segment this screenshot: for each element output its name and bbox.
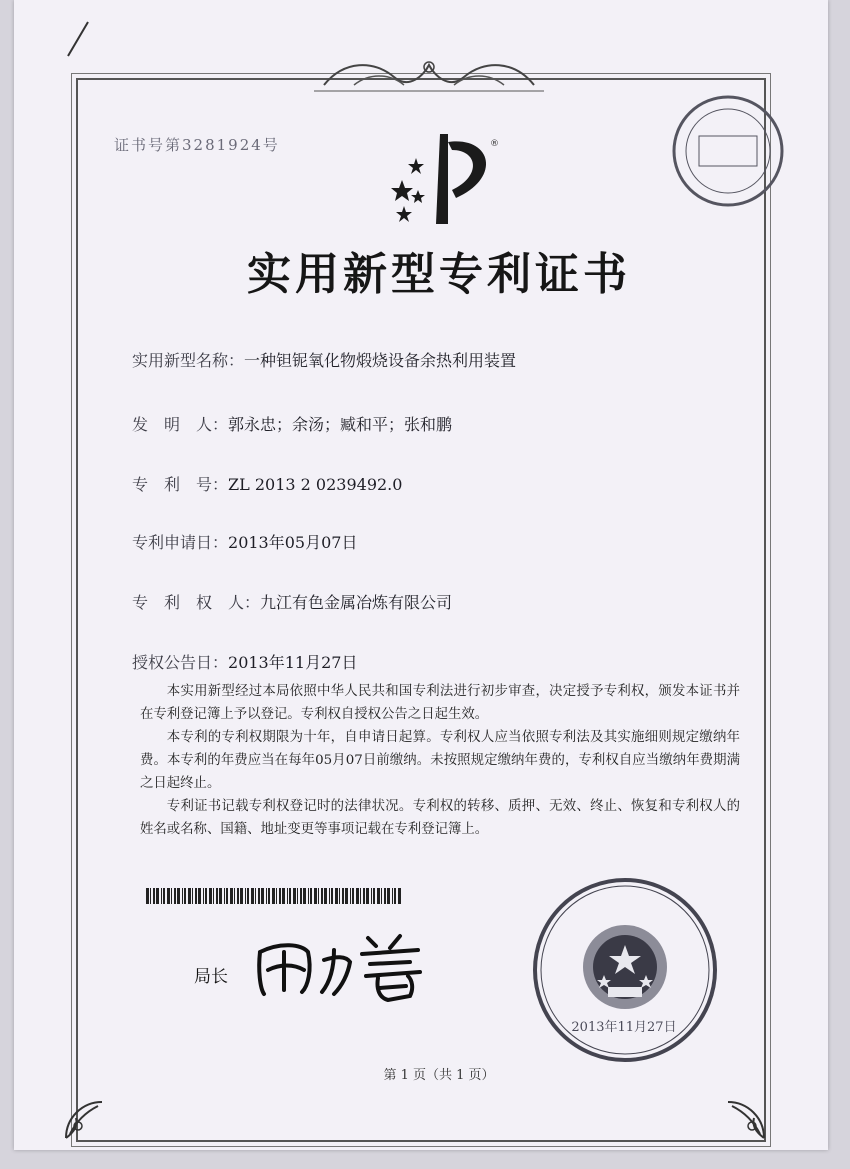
barcode-bar: [184, 888, 186, 904]
barcode-bar: [174, 888, 176, 904]
top-ornament-icon: [314, 55, 544, 97]
barcode-bar: [297, 888, 298, 904]
barcode-bar: [192, 888, 193, 904]
corner-ornament-icon: [724, 1098, 768, 1142]
field-label: 发 明 人：: [132, 415, 229, 434]
barcode-bar: [345, 888, 348, 904]
barcode-bar: [392, 888, 393, 904]
body-paragraph: 专利证书记载专利权登记时的法律状况。专利权的转移、质押、无效、终止、恢复和专利权人的姓名或名称、国籍、地址变更等事项记载在专利登记簿上。: [140, 799, 740, 837]
certificate-title: 实用新型专利证书: [247, 249, 631, 300]
barcode-bar: [366, 888, 369, 904]
barcode-bar: [373, 888, 375, 904]
barcode-bar: [245, 888, 246, 904]
body-paragraph: 本实用新型经过本局依照中华人民共和国专利法进行初步审查，决定授予专利权，颁发本证书并在专利登记簿上予以登记。专利权自授权公告之日起生效。: [140, 684, 740, 722]
barcode-bar: [321, 888, 323, 904]
field-label: 专 利 号：: [132, 475, 229, 494]
barcode-bar: [153, 888, 155, 904]
field-patentee: [132, 590, 452, 613]
field-value: 郭永忠；余汤；臧和平；张和鹏: [228, 415, 453, 434]
barcode-bar: [171, 888, 172, 904]
seal-date: 2013年11月27日: [571, 1020, 677, 1035]
barcode-bar: [352, 888, 354, 904]
barcode-bar: [363, 888, 365, 904]
field-application-date: [132, 530, 357, 553]
barcode-bar: [387, 888, 390, 904]
barcode-bar: [209, 888, 212, 904]
field-grant-date: [132, 650, 357, 673]
barcode-bar: [276, 888, 277, 904]
field-label: 授权公告日：: [132, 653, 229, 672]
barcode-bar: [293, 888, 296, 904]
barcode-bar: [266, 888, 267, 904]
barcode-bar: [161, 888, 162, 904]
pen-mark: [64, 18, 94, 58]
field-value: 2013年11月27日: [228, 653, 358, 672]
svg-text:®: ®: [490, 139, 499, 149]
barcode-bar: [289, 888, 291, 904]
page-footer: 第 1 页（共 1 页）: [383, 1068, 495, 1083]
barcode-bar: [146, 888, 149, 904]
barcode-bar: [308, 888, 309, 904]
field-label: 实用新型名称：: [132, 351, 245, 370]
field-value: 2013年05月07日: [228, 533, 358, 552]
barcode-bar: [279, 888, 281, 904]
barcode-bar: [213, 888, 214, 904]
barcode-bar: [324, 888, 327, 904]
barcode-bar: [398, 888, 401, 904]
barcode-bar: [371, 888, 372, 904]
field-patent-number: [132, 472, 402, 495]
barcode-bar: [234, 888, 235, 904]
director-signature: [250, 930, 430, 1002]
field-inventors: [132, 412, 452, 435]
barcode-bar: [394, 888, 396, 904]
barcode-bar: [167, 888, 170, 904]
barcode-bar: [261, 888, 264, 904]
barcode-bar: [188, 888, 191, 904]
barcode-bar: [356, 888, 359, 904]
barcode-bar: [342, 888, 344, 904]
certificate-number: 证书号第3281924号: [114, 136, 280, 154]
barcode-bar: [216, 888, 218, 904]
barcode-bar: [182, 888, 183, 904]
field-value: ZL 2013 2 0239492.0: [228, 475, 403, 494]
barcode-bar: [150, 888, 151, 904]
barcode-bar: [329, 888, 330, 904]
barcode: [146, 888, 404, 904]
certificate-paper: [14, 0, 828, 1150]
corner-ornament-icon: [62, 1098, 106, 1142]
field-value: 一种钽铌氧化物煅烧设备余热利用装置: [244, 351, 517, 370]
barcode-bar: [268, 888, 270, 904]
barcode-bar: [226, 888, 228, 904]
director-label: 局长: [194, 967, 228, 987]
barcode-bar: [335, 888, 338, 904]
field-label: 专利申请日：: [132, 533, 229, 552]
barcode-bar: [205, 888, 207, 904]
barcode-bar: [177, 888, 180, 904]
certificate-body: [140, 680, 740, 841]
barcode-bar: [203, 888, 204, 904]
barcode-bar: [303, 888, 306, 904]
barcode-bar: [258, 888, 260, 904]
field-utility-model-name: [132, 348, 516, 371]
field-label: 专 利 权 人：: [132, 593, 261, 612]
barcode-bar: [251, 888, 254, 904]
barcode-bar: [272, 888, 275, 904]
barcode-bar: [198, 888, 201, 904]
agency-seal: [669, 92, 787, 210]
barcode-bar: [377, 888, 380, 904]
barcode-bar: [287, 888, 288, 904]
barcode-bar: [381, 888, 382, 904]
barcode-bar: [282, 888, 285, 904]
barcode-bar: [360, 888, 361, 904]
barcode-bar: [300, 888, 302, 904]
patent-office-logo-icon: [382, 128, 512, 228]
body-paragraph: 本专利的专利权期限为十年，自申请日起算。专利权人应当依照专利法及其实施细则规定缴纳年费。本专利的年费应当在每年05月07日前缴纳。未按照规定缴纳年费的，专利权自应当缴纳年费期满之日起终止。: [140, 730, 740, 791]
barcode-bar: [339, 888, 340, 904]
barcode-bar: [350, 888, 351, 904]
barcode-bar: [247, 888, 249, 904]
barcode-bar: [384, 888, 386, 904]
barcode-bar: [255, 888, 256, 904]
sipo-seal: [530, 875, 720, 1065]
barcode-bar: [219, 888, 222, 904]
barcode-bar: [310, 888, 312, 904]
barcode-bar: [240, 888, 243, 904]
barcode-bar: [156, 888, 159, 904]
barcode-bar: [195, 888, 197, 904]
barcode-bar: [237, 888, 239, 904]
barcode-bar: [163, 888, 165, 904]
field-value: 九江有色金属冶炼有限公司: [260, 593, 453, 612]
barcode-bar: [230, 888, 233, 904]
barcode-bar: [224, 888, 225, 904]
barcode-bar: [314, 888, 317, 904]
barcode-bar: [318, 888, 319, 904]
barcode-bar: [331, 888, 333, 904]
